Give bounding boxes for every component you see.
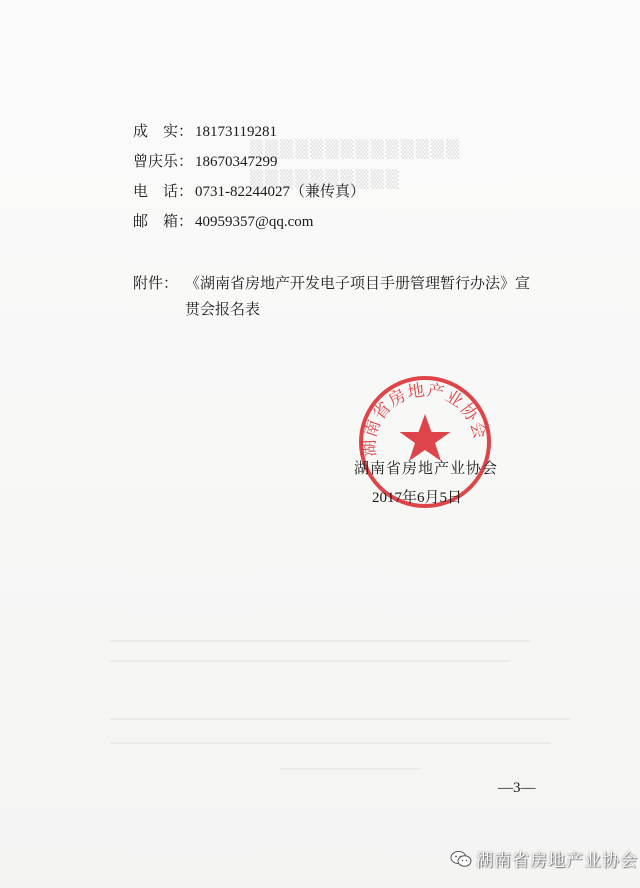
contact-value: 18173119281 xyxy=(195,124,277,140)
bleed-through-line xyxy=(110,718,570,720)
issue-date: 2017年6月5日 xyxy=(372,490,463,506)
bleed-through-text: ▒▒▒▒▒▒▒▒▒▒ xyxy=(250,170,401,190)
seal-text: 湖南省房地产业协会 xyxy=(359,380,490,457)
bleed-through-line xyxy=(110,742,550,744)
watermark xyxy=(450,846,638,871)
star-icon xyxy=(400,414,451,461)
contact-label: 成 实： xyxy=(133,122,194,140)
contact-value: 0731-82244027（兼传真） xyxy=(195,184,365,200)
contact-value: 40959357@qq.com xyxy=(195,214,314,230)
attachment-line xyxy=(133,268,573,298)
contact-label: 邮 箱： xyxy=(133,212,194,230)
contact-label: 曾庆乐： xyxy=(133,152,194,170)
bleed-through-line xyxy=(280,768,420,770)
attachment-label: 附件： xyxy=(133,274,179,292)
attachment-title: 《湖南省房地产开发电子项目手册管理暂行办法》宣 xyxy=(185,274,531,292)
page-number: —3— xyxy=(498,780,536,796)
contact-label: 电 话： xyxy=(133,182,194,200)
bleed-through-line xyxy=(110,660,510,662)
bleed-through-text: ▒▒▒▒▒▒▒▒▒▒▒▒▒▒ xyxy=(250,140,462,160)
contact-row xyxy=(133,120,277,141)
contact-value: 18670347299 xyxy=(195,154,278,170)
wechat-icon xyxy=(450,850,472,868)
issuing-organization: 湖南省房地产业协会 xyxy=(354,459,499,477)
contact-row xyxy=(133,210,313,231)
attachment-title-continued: 贯会报名表 xyxy=(185,300,261,318)
contact-row xyxy=(133,150,278,171)
watermark-text: 湖南省房地产业协会 xyxy=(476,851,638,871)
contact-row xyxy=(133,180,365,201)
bleed-through-line xyxy=(110,640,530,642)
